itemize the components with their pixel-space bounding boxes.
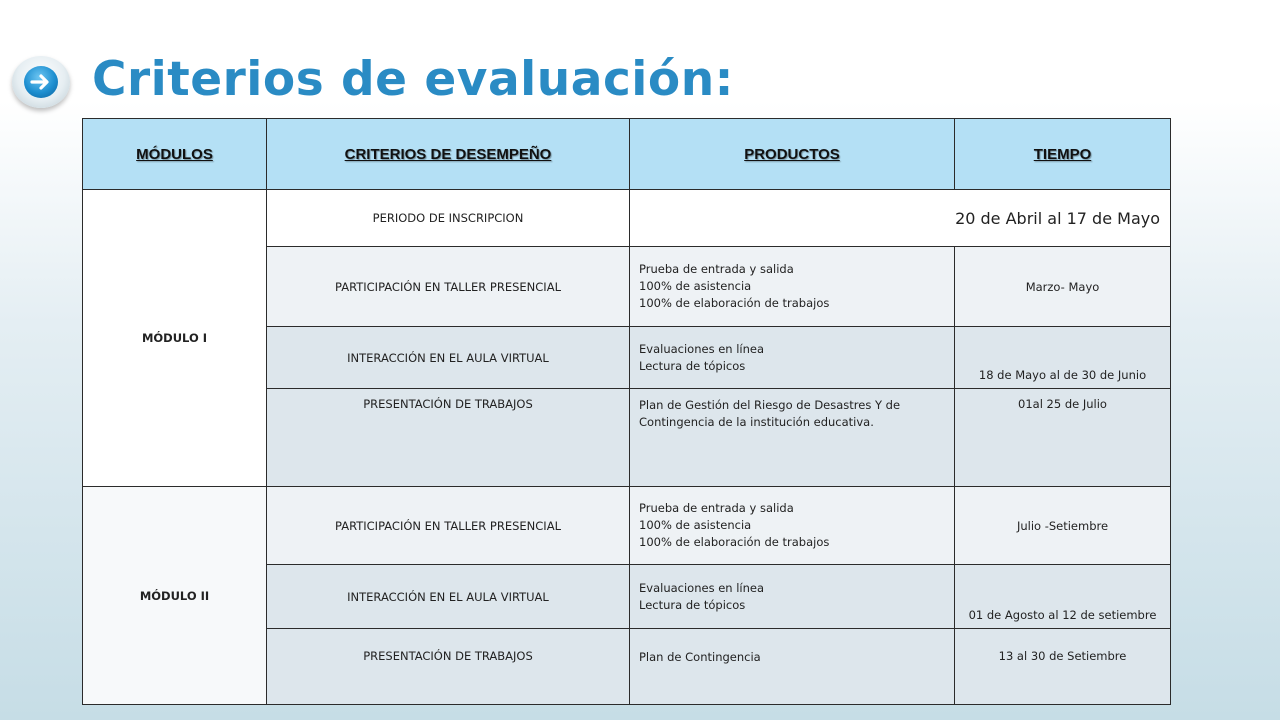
criterio-cell: INTERACCIÓN EN EL AULA VIRTUAL — [267, 327, 630, 389]
tiempo-cell: Julio -Setiembre — [955, 487, 1171, 565]
criterio-cell: PARTICIPACIÓN EN TALLER PRESENCIAL — [267, 487, 630, 565]
producto-line: 100% de asistencia — [639, 279, 752, 293]
producto-line: 100% de elaboración de trabajos — [639, 535, 830, 549]
producto-line: Plan de Contingencia — [639, 650, 761, 664]
header-tiempo: TIEMPO — [955, 119, 1171, 190]
table-row — [83, 487, 1171, 565]
header-productos: PRODUCTOS — [630, 119, 955, 190]
criterio-cell: PERIODO DE INSCRIPCION — [267, 190, 630, 247]
table-header-row — [83, 119, 1171, 190]
producto-line: Plan de Gestión del Riesgo de Desastres Y de Contingencia de la institución educativa. — [639, 398, 901, 429]
producto-line: Evaluaciones en línea — [639, 341, 765, 356]
criterio-cell: PRESENTACIÓN DE TRABAJOS — [267, 389, 630, 487]
producto-line: Evaluaciones en línea — [639, 580, 765, 595]
module-cell: MÓDULO I — [83, 190, 267, 487]
tiempo-cell: 18 de Mayo al de 30 de Junio — [955, 327, 1171, 389]
tiempo-cell: 01 de Agosto al 12 de setiembre — [955, 565, 1171, 629]
tiempo-cell: 13 al 30 de Setiembre — [955, 629, 1171, 705]
table-row — [83, 190, 1171, 247]
productos-cell — [630, 487, 955, 565]
productos-cell — [630, 629, 955, 705]
tiempo-cell: Marzo- Mayo — [955, 247, 1171, 327]
next-slide-button[interactable] — [12, 56, 70, 108]
criterio-cell: INTERACCIÓN EN EL AULA VIRTUAL — [267, 565, 630, 629]
productos-cell — [630, 327, 955, 389]
productos-cell — [630, 389, 955, 487]
productos-cell — [630, 565, 955, 629]
producto-line: 100% de asistencia — [639, 518, 752, 532]
evaluation-criteria-table — [82, 118, 1171, 705]
header-modulos: MÓDULOS — [83, 119, 267, 190]
producto-line: Lectura de tópicos — [639, 597, 746, 612]
tiempo-cell: 01al 25 de Julio — [955, 389, 1171, 487]
criterio-cell: PARTICIPACIÓN EN TALLER PRESENCIAL — [267, 247, 630, 327]
criterio-cell: PRESENTACIÓN DE TRABAJOS — [267, 629, 630, 705]
producto-line: Prueba de entrada y salida — [639, 501, 794, 515]
arrow-right-icon — [24, 66, 58, 98]
producto-line: Prueba de entrada y salida — [639, 262, 794, 276]
header-criterios: CRITERIOS DE DESEMPEÑO — [267, 119, 630, 190]
productos-cell — [630, 247, 955, 327]
page-title: Criterios de evaluación: — [92, 52, 734, 107]
module-cell: MÓDULO II — [83, 487, 267, 705]
producto-line: 100% de elaboración de trabajos — [639, 296, 830, 310]
producto-line: Lectura de tópicos — [639, 358, 746, 373]
productos-cell: 20 de Abril al 17 de Mayo — [630, 190, 1171, 247]
